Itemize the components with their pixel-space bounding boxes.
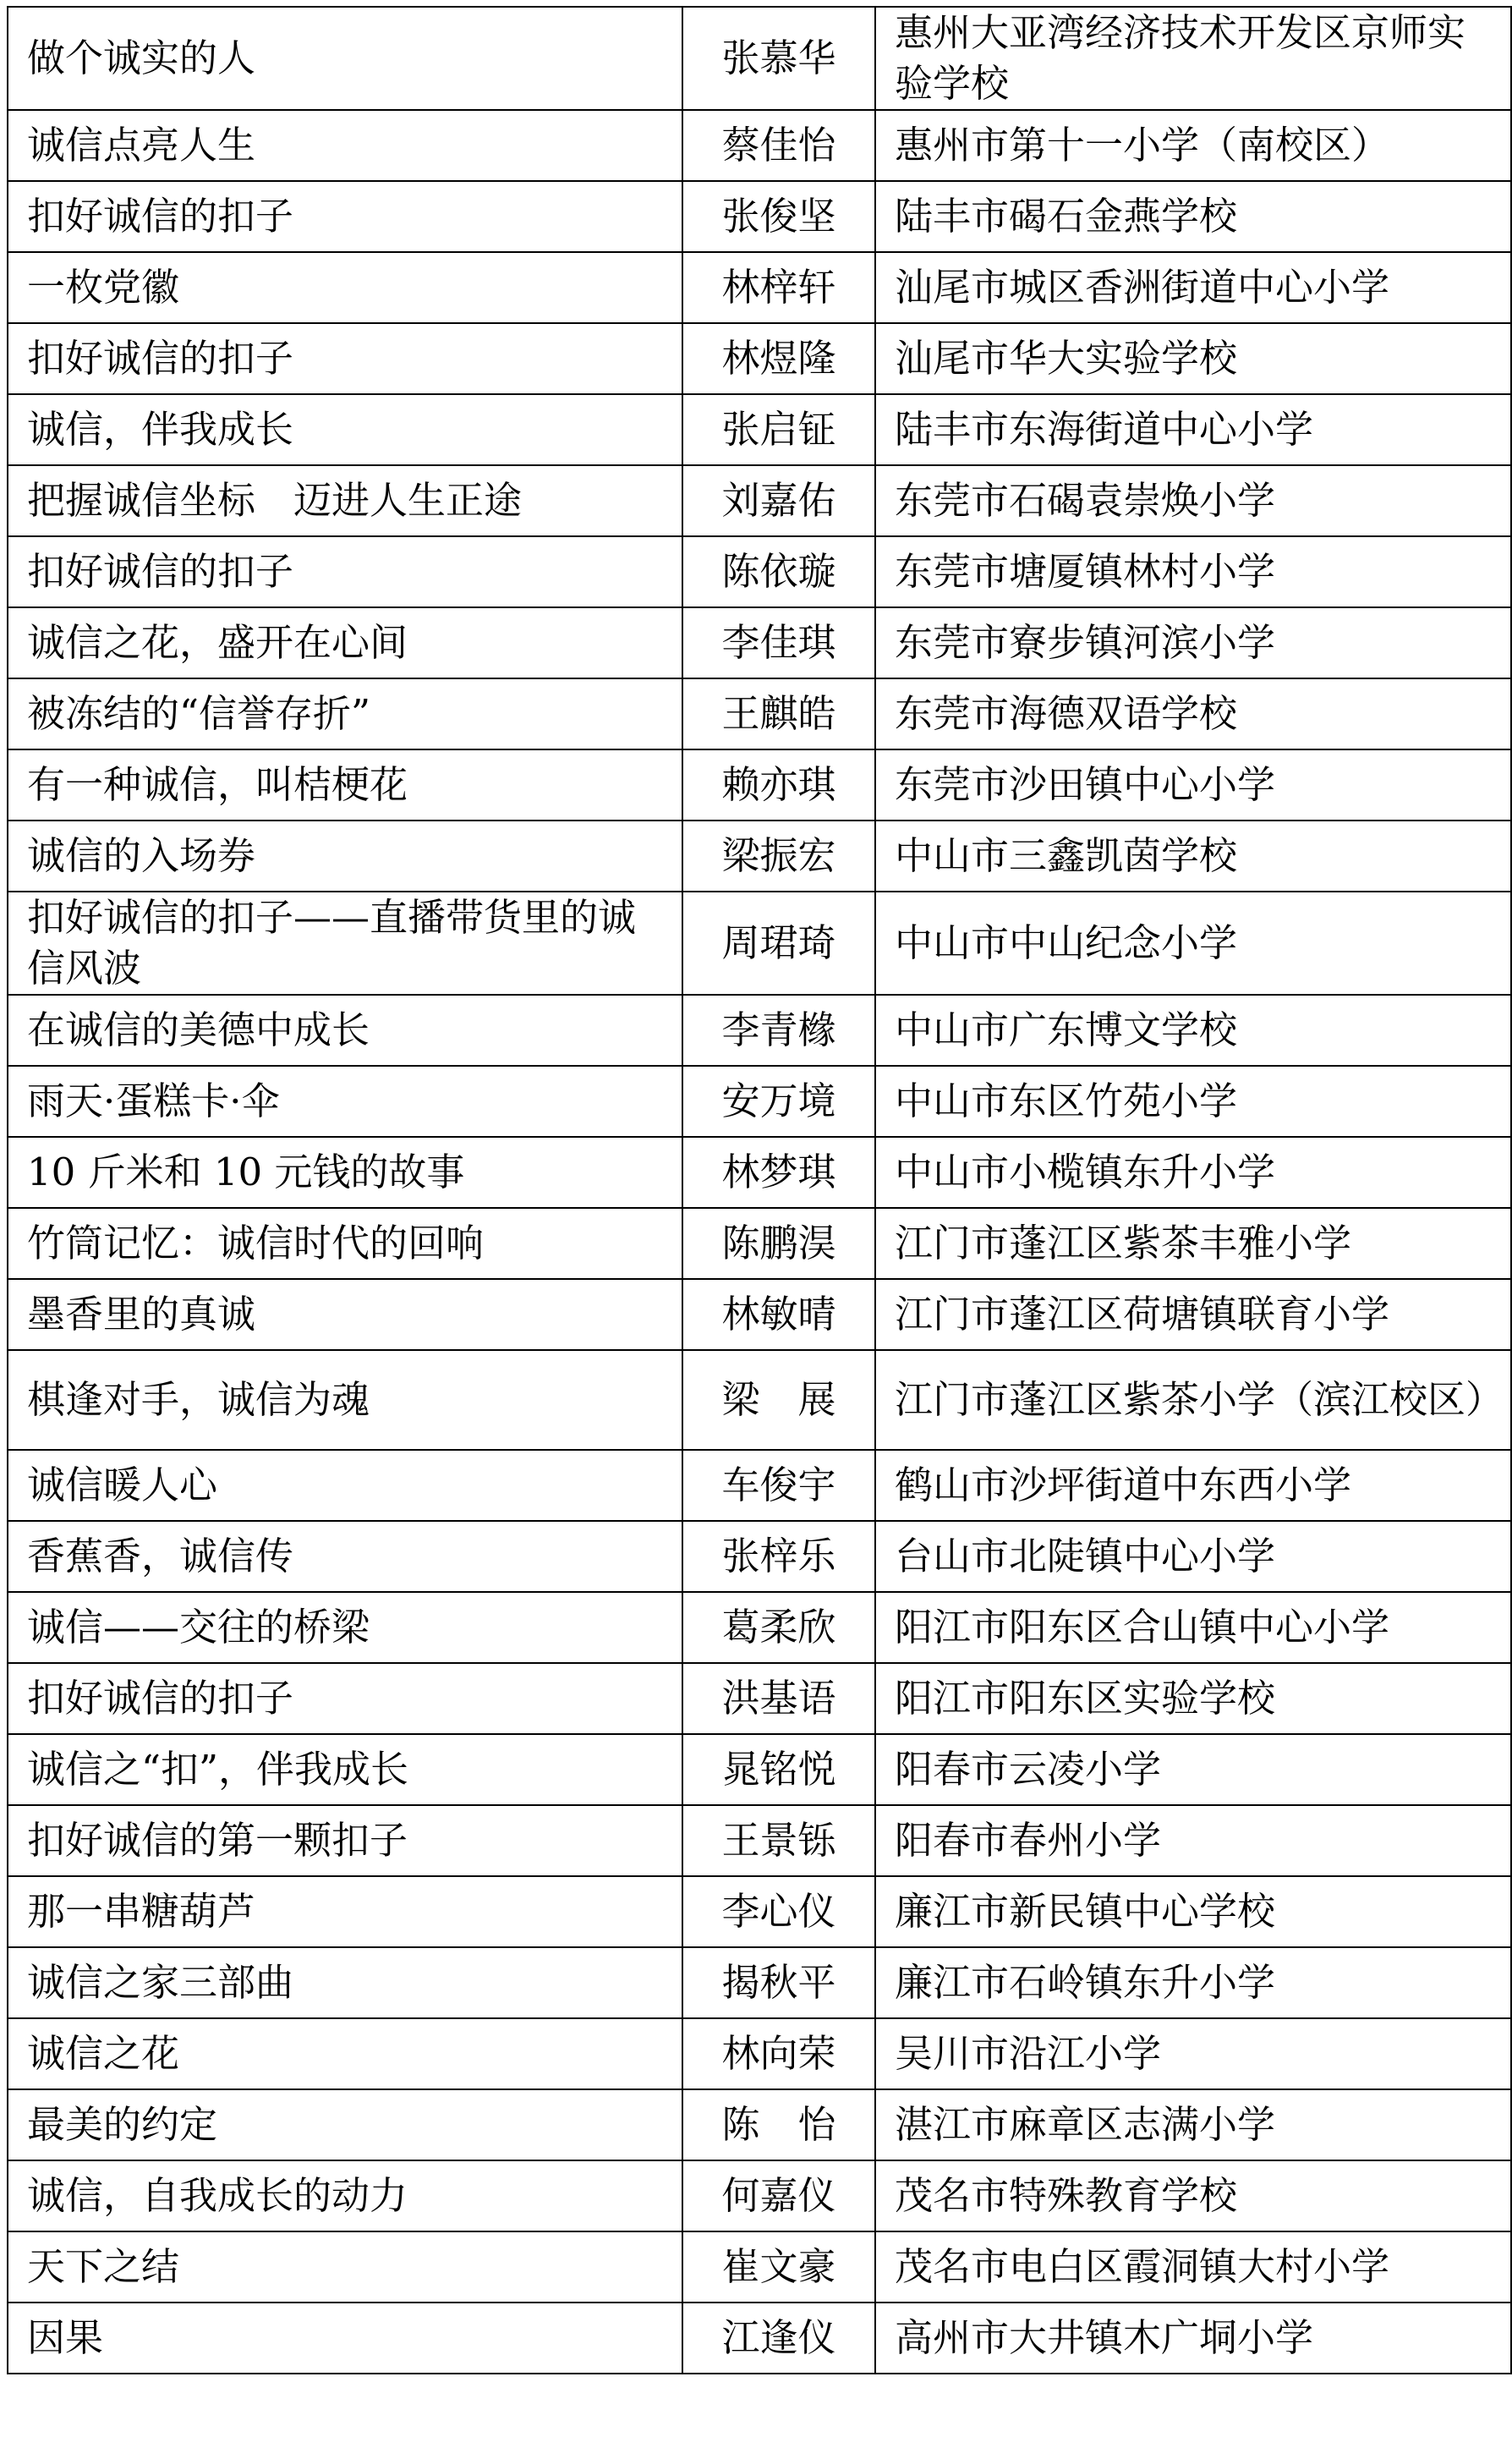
school-name-cell: 中山市小榄镇东升小学: [875, 1137, 1511, 1208]
school-name-cell: 江门市蓬江区荷塘镇联育小学: [875, 1279, 1511, 1350]
essay-title-cell: 因果: [8, 2303, 682, 2374]
student-name-cell: 蔡佳怡: [682, 110, 875, 181]
table-row: [8, 892, 1511, 995]
school-name-cell: 东莞市沙田镇中心小学: [875, 749, 1511, 821]
student-name-cell: 刘嘉佑: [682, 465, 875, 536]
essay-title-cell: 香蕉香，诚信传: [8, 1521, 682, 1592]
table-row: [8, 1663, 1511, 1734]
student-name-cell: 林敏晴: [682, 1279, 875, 1350]
table-row: [8, 995, 1511, 1066]
essay-title-cell: 墨香里的真诚: [8, 1279, 682, 1350]
student-name-cell: 周珺琦: [682, 892, 875, 995]
student-name-cell: 陈依璇: [682, 536, 875, 607]
table-row: [8, 394, 1511, 465]
school-name-cell: 茂名市特殊教育学校: [875, 2160, 1511, 2231]
school-name-cell: 廉江市新民镇中心学校: [875, 1876, 1511, 1947]
essay-title-cell: 天下之结: [8, 2231, 682, 2303]
student-name-cell: 梁振宏: [682, 821, 875, 892]
essay-title-cell: 扣好诚信的扣子: [8, 1663, 682, 1734]
table-row: [8, 110, 1511, 181]
student-name-cell: 陈 怡: [682, 2089, 875, 2160]
table-row: [8, 1279, 1511, 1350]
student-name-cell: 张梓乐: [682, 1521, 875, 1592]
essay-title-cell: 扣好诚信的扣子: [8, 181, 682, 252]
school-name-cell: 中山市东区竹苑小学: [875, 1066, 1511, 1137]
school-name-cell: 惠州大亚湾经济技术开发区京师实验学校: [875, 7, 1511, 110]
table-row: [8, 1947, 1511, 2018]
essay-title-cell: 诚信暖人心: [8, 1450, 682, 1521]
essay-title-cell: 把握诚信坐标 迈进人生正途: [8, 465, 682, 536]
school-name-cell: 中山市三鑫凯茵学校: [875, 821, 1511, 892]
school-name-cell: 阳江市阳东区合山镇中心小学: [875, 1592, 1511, 1663]
table-row: [8, 252, 1511, 323]
table-row: [8, 1066, 1511, 1137]
table-row: [8, 1137, 1511, 1208]
student-name-cell: 陈鹏淏: [682, 1208, 875, 1279]
essay-title-cell: 诚信之花: [8, 2018, 682, 2089]
student-name-cell: 张启钲: [682, 394, 875, 465]
student-name-cell: 梁 展: [682, 1350, 875, 1450]
school-name-cell: 东莞市塘厦镇林村小学: [875, 536, 1511, 607]
table-row: [8, 1450, 1511, 1521]
essay-title-cell: 诚信之家三部曲: [8, 1947, 682, 2018]
school-name-cell: 阳春市春州小学: [875, 1805, 1511, 1876]
student-name-cell: 张慕华: [682, 7, 875, 110]
essay-title-cell: 棋逢对手，诚信为魂: [8, 1350, 682, 1450]
essay-title-cell: 做个诚实的人: [8, 7, 682, 110]
student-name-cell: 揭秋平: [682, 1947, 875, 2018]
school-name-cell: 陆丰市碣石金燕学校: [875, 181, 1511, 252]
school-name-cell: 鹤山市沙坪街道中东西小学: [875, 1450, 1511, 1521]
student-name-cell: 葛柔欣: [682, 1592, 875, 1663]
student-name-cell: 林煜隆: [682, 323, 875, 394]
student-name-cell: 李心仪: [682, 1876, 875, 1947]
school-name-cell: 阳春市云凌小学: [875, 1734, 1511, 1805]
student-name-cell: 林向荣: [682, 2018, 875, 2089]
table-row: [8, 2018, 1511, 2089]
student-name-cell: 江逢仪: [682, 2303, 875, 2374]
student-name-cell: 赖亦琪: [682, 749, 875, 821]
essay-title-cell: 10 斤米和 10 元钱的故事: [8, 1137, 682, 1208]
school-name-cell: 东莞市寮步镇河滨小学: [875, 607, 1511, 678]
student-name-cell: 车俊宇: [682, 1450, 875, 1521]
student-name-cell: 何嘉仪: [682, 2160, 875, 2231]
essay-title-cell: 扣好诚信的扣子: [8, 323, 682, 394]
table-row: [8, 1805, 1511, 1876]
school-name-cell: 东莞市石碣袁崇焕小学: [875, 465, 1511, 536]
award-table-body: [8, 7, 1511, 2374]
student-name-cell: 晁铭悦: [682, 1734, 875, 1805]
essay-title-cell: 诚信点亮人生: [8, 110, 682, 181]
essay-title-cell: 最美的约定: [8, 2089, 682, 2160]
school-name-cell: 惠州市第十一小学（南校区）: [875, 110, 1511, 181]
table-row: [8, 1592, 1511, 1663]
student-name-cell: 崔文豪: [682, 2231, 875, 2303]
essay-title-cell: 扣好诚信的第一颗扣子: [8, 1805, 682, 1876]
essay-title-cell: 扣好诚信的扣子——直播带货里的诚信风波: [8, 892, 682, 995]
essay-title-cell: 诚信，伴我成长: [8, 394, 682, 465]
essay-title-cell: 雨天·蛋糕卡·伞: [8, 1066, 682, 1137]
school-name-cell: 阳江市阳东区实验学校: [875, 1663, 1511, 1734]
school-name-cell: 陆丰市东海街道中心小学: [875, 394, 1511, 465]
table-row: [8, 2231, 1511, 2303]
essay-title-cell: 有一种诚信，叫桔梗花: [8, 749, 682, 821]
table-row: [8, 1208, 1511, 1279]
table-row: [8, 465, 1511, 536]
student-name-cell: 王麒皓: [682, 678, 875, 749]
school-name-cell: 吴川市沿江小学: [875, 2018, 1511, 2089]
student-name-cell: 安万境: [682, 1066, 875, 1137]
table-row: [8, 1734, 1511, 1805]
essay-title-cell: 诚信——交往的桥梁: [8, 1592, 682, 1663]
essay-title-cell: 诚信之“扣”，伴我成长: [8, 1734, 682, 1805]
table-row: [8, 2303, 1511, 2374]
essay-title-cell: 在诚信的美德中成长: [8, 995, 682, 1066]
table-row: [8, 7, 1511, 110]
award-table: [7, 6, 1512, 2374]
essay-title-cell: 诚信的入场券: [8, 821, 682, 892]
school-name-cell: 汕尾市城区香洲街道中心小学: [875, 252, 1511, 323]
school-name-cell: 江门市蓬江区紫茶丰雅小学: [875, 1208, 1511, 1279]
table-row: [8, 607, 1511, 678]
table-row: [8, 749, 1511, 821]
school-name-cell: 中山市中山纪念小学: [875, 892, 1511, 995]
table-row: [8, 1521, 1511, 1592]
student-name-cell: 李青橼: [682, 995, 875, 1066]
student-name-cell: 林梦琪: [682, 1137, 875, 1208]
table-row: [8, 1350, 1511, 1450]
school-name-cell: 台山市北陡镇中心小学: [875, 1521, 1511, 1592]
student-name-cell: 洪基语: [682, 1663, 875, 1734]
essay-title-cell: 诚信之花，盛开在心间: [8, 607, 682, 678]
essay-title-cell: 被冻结的“信誉存折”: [8, 678, 682, 749]
award-list-sheet: [7, 6, 1512, 2374]
school-name-cell: 湛江市麻章区志满小学: [875, 2089, 1511, 2160]
essay-title-cell: 诚信，自我成长的动力: [8, 2160, 682, 2231]
table-row: [8, 323, 1511, 394]
essay-title-cell: 一枚党徽: [8, 252, 682, 323]
table-row: [8, 1876, 1511, 1947]
table-row: [8, 2160, 1511, 2231]
school-name-cell: 汕尾市华大实验学校: [875, 323, 1511, 394]
table-row: [8, 181, 1511, 252]
student-name-cell: 张俊坚: [682, 181, 875, 252]
student-name-cell: 王景铄: [682, 1805, 875, 1876]
student-name-cell: 林梓轩: [682, 252, 875, 323]
school-name-cell: 江门市蓬江区紫茶小学（滨江校区）: [875, 1350, 1511, 1450]
table-row: [8, 678, 1511, 749]
school-name-cell: 高州市大井镇木广垌小学: [875, 2303, 1511, 2374]
school-name-cell: 茂名市电白区霞洞镇大村小学: [875, 2231, 1511, 2303]
student-name-cell: 李佳琪: [682, 607, 875, 678]
table-row: [8, 821, 1511, 892]
school-name-cell: 廉江市石岭镇东升小学: [875, 1947, 1511, 2018]
school-name-cell: 中山市广东博文学校: [875, 995, 1511, 1066]
school-name-cell: 东莞市海德双语学校: [875, 678, 1511, 749]
table-row: [8, 536, 1511, 607]
essay-title-cell: 那一串糖葫芦: [8, 1876, 682, 1947]
essay-title-cell: 扣好诚信的扣子: [8, 536, 682, 607]
essay-title-cell: 竹筒记忆：诚信时代的回响: [8, 1208, 682, 1279]
table-row: [8, 2089, 1511, 2160]
